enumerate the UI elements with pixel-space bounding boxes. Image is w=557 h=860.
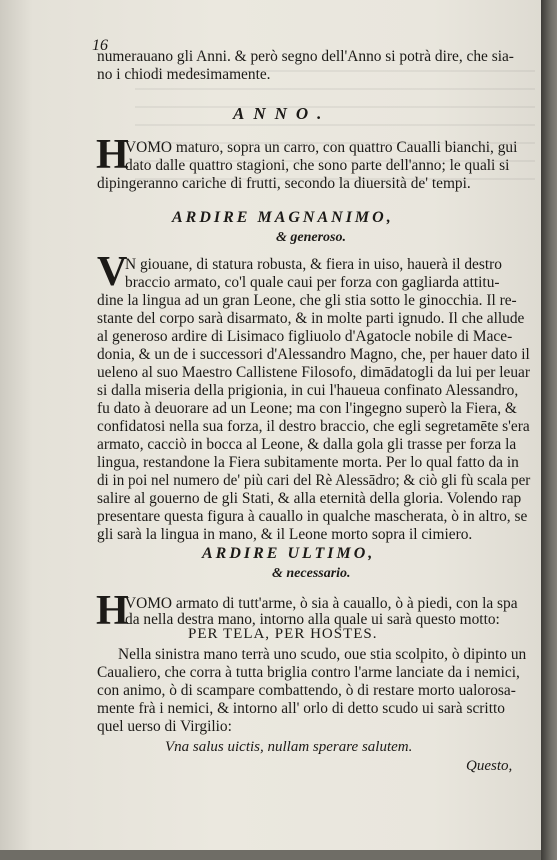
heading-ardire-ultimo: ARDIRE ULTIMO, [202,545,376,562]
anno-line-1: VOMO maturo, sopra un carro, con quattro Caualli bianchi, gui [125,139,518,156]
magnanimo-line-1: N giouane, di statura robusta, & fiera in uiso, hauerà il destro [125,256,502,273]
dropcap-ardire-magnanimo: V [97,249,128,295]
heading-anno: ANNO. [233,104,331,123]
subheading-generoso: & generoso. [276,230,346,245]
anno-line-2: dato dalle quattro stagioni, che sono parte dell'anno; le quali si [125,157,510,174]
dropcap-anno: H [96,132,129,178]
magnanimo-line-5: al generoso ardire di Lisimaco figliuolo d'Agatocle nobile di Mace- [97,328,513,345]
book-gutter [541,0,557,860]
magnanimo-line-13: di in poi nel numero de' più cari del Rè Alessādro; & ciò gli fù scala per [97,472,531,489]
virgil-verse: Vna salus uictis, nullam sperare salutem. [165,739,413,755]
ultimo-line-3: Nella sinistra mano terrà uno scudo, oue stia scolpito, ò dipinto un [118,646,527,663]
magnanimo-line-8: si dalla miseria della prigionia, in cui l'haueua confinato Alessandro, [97,382,519,399]
magnanimo-line-12: lingua, restandone la Fiera subitamente morta. Per lo qual fatto da in [97,454,519,471]
magnanimo-line-2: braccio armato, co'l quale caui per forza con gagliarda attitu- [125,274,500,291]
magnanimo-line-9: fu dato à deuorare ad un Leone; ma con l'ingegno superò la Fiera, & [97,400,517,417]
magnanimo-line-16: gli sarà la lingua in mano, & il Leone morto sopra il cimiero. [97,526,473,543]
ultimo-line-7: quel uerso di Virgilio: [97,718,232,735]
catchword: Questo, [466,758,513,774]
magnanimo-line-7: ueleno al suo Maestro Callistene Filosofo, dimādatogli da lui per leuar [97,364,530,381]
anno-line-3: dipingeranno cariche di frutti, secondo la diuersità de' tempi. [97,175,471,192]
ultimo-line-4: Caualiero, che corra à tutta briglia contro l'arme lanciate da i nemici, [97,664,520,681]
magnanimo-line-3: dine la lingua ad un gran Leone, che gli stia sotto le ginocchia. Il re- [97,292,517,309]
dropcap-ardire-ultimo: H [96,588,129,634]
ultimo-line-6: mente frà i nemici, & intorno all' orlo di detto scudo ui sarà scritto [97,700,505,717]
ultimo-line-1: VOMO armato di tutt'arme, ò sia à cauallo, ò à piedi, con la spa [125,595,518,612]
subheading-necessario: & necessario. [272,566,351,581]
ultimo-line-5: con animo, ò di scampare combattendo, ò di restare morto ualorosa- [97,682,516,699]
ultimo-line-2: da nella destra mano, intorno alla quale ui sarà questo motto: [125,611,500,628]
magnanimo-line-6: donia, & un de i successori d'Alessandro Magno, che, per hauer dato il [97,346,530,363]
heading-ardire-magnanimo: ARDIRE MAGNANIMO, [172,209,394,226]
magnanimo-line-4: stante del corpo sarà disarmato, & in molte parti ignudo. Il che allude [97,310,525,327]
magnanimo-line-10: confidatosi nella sua forza, il destro braccio, che egli segretamēte s'era [97,418,530,435]
magnanimo-line-15: presentare questa figura à cauallo in qualche mascherata, ò in altro, se [97,508,528,525]
page-number: 16 [92,37,108,54]
magnanimo-line-11: armato, cacciò in bocca al Leone, & dalla gola gli trasse per forza la [97,436,517,453]
magnanimo-line-14: salire al gouerno de gli Stati, & alla eternità della gloria. Volendo rap [97,490,522,507]
motto: PER TELA, PER HOSTES. [188,626,378,642]
intro-line-2: no i chiodi medesimamente. [97,66,271,83]
intro-line-1: numerauano gli Anni. & però segno dell'Anno si potrà dire, che sia- [97,48,514,65]
